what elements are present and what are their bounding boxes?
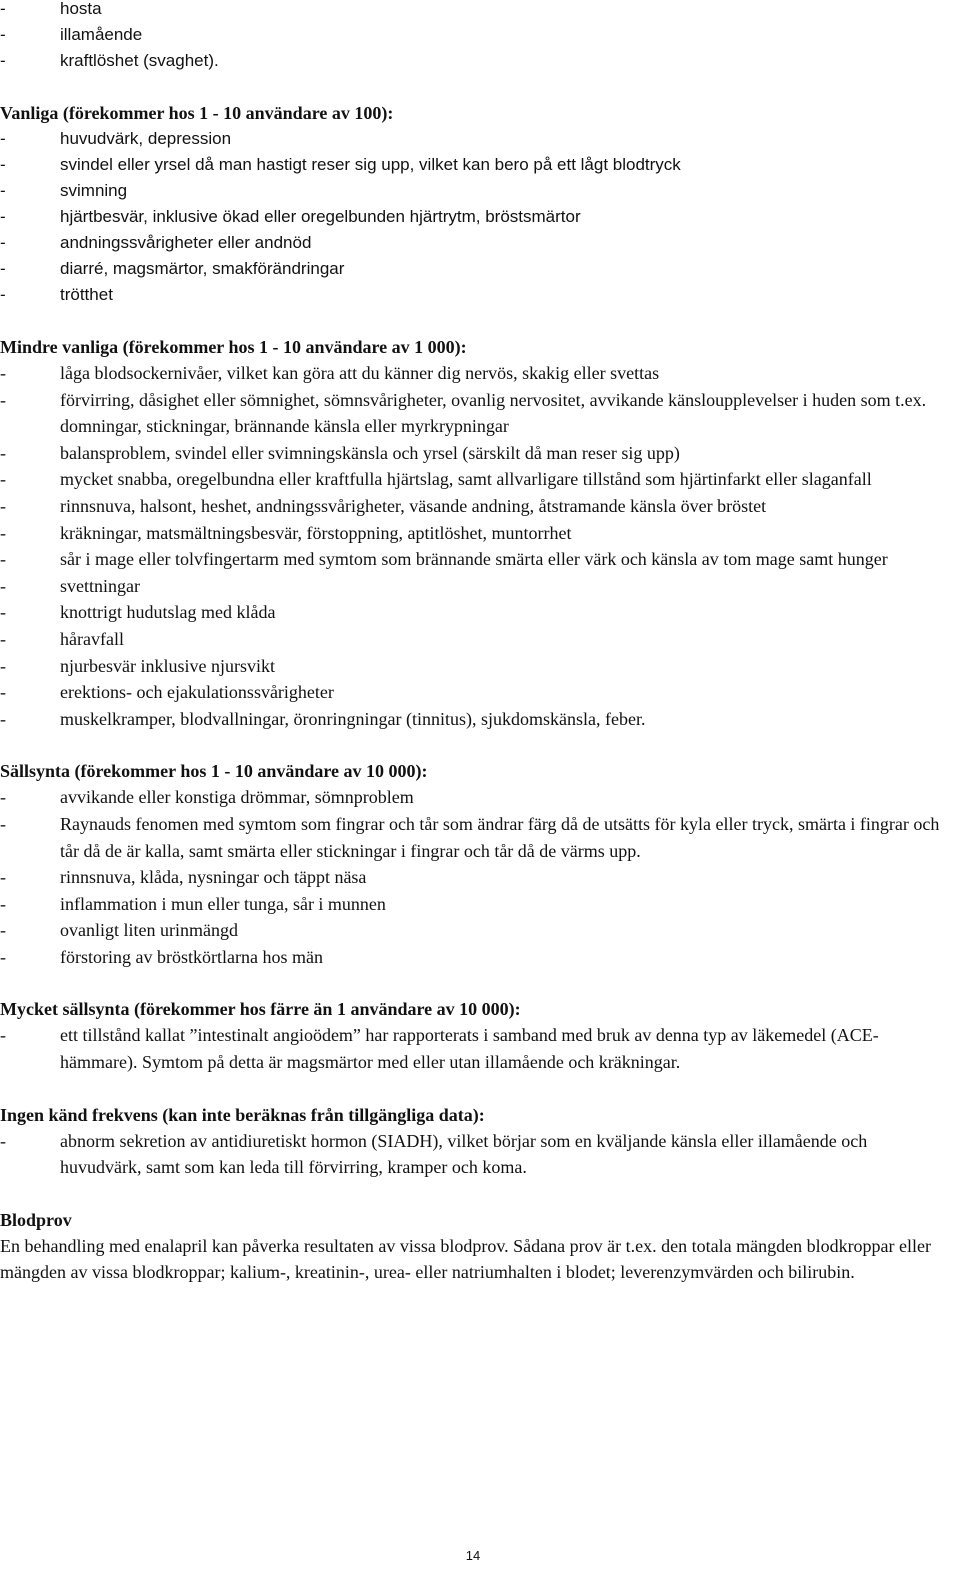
list-item: - huvudvärk, depression [0,126,946,152]
list-item: - diarré, magsmärtor, smakförändringar [0,256,946,282]
list-item: - förstoring av bröstkörtlarna hos män [0,944,946,971]
list-item: - svettningar [0,573,946,600]
list-item: - hjärtbesvär, inklusive ökad eller oregelbunden hjärtrytm, bröstsmärtor [0,204,946,230]
list-item: - knottrigt hudutslag med klåda [0,599,946,626]
section-common [0,100,946,308]
list-item: - svindel eller yrsel då man hastigt reser sig upp, vilket kan bero på ett lågt blodtryck [0,152,946,178]
list-item: - rinnsnuva, halsont, heshet, andningssvårigheter, väsande andning, åtstramande känsla över bröstet [0,493,946,520]
page-number: 14 [465,1548,481,1563]
list-item: - kräkningar, matsmältningsbesvär, förstoppning, aptitlöshet, muntorrhet [0,520,946,547]
list-item: - muskelkramper, blodvallningar, öronringningar (tinnitus), sjukdomskänsla, feber. [0,706,946,733]
section-unknown-frequency [0,1102,946,1181]
list-item: - rinnsnuva, klåda, nysningar och täppt näsa [0,864,946,891]
list-item: - kraftlöshet (svaghet). [0,48,946,74]
list-item: - trötthet [0,282,946,308]
intro-symptom-list [0,0,946,74]
unknown-symptom-list [0,1128,946,1181]
list-item: - inflammation i mun eller tunga, sår i munnen [0,891,946,918]
list-item: - förvirring, dåsighet eller sömnighet, sömnsvårigheter, ovanlig nervositet, avvikande känsloupplevelser i huden som t.ex. domningar, stickningar, brännande känsla eller myrkrypningar [0,387,946,440]
list-item: - abnorm sekretion av antidiuretiskt hormon (SIADH), vilket börjar som en kväljande känsla eller illamående och huvudvärk, samt som kan leda till förvirring, kramper och koma. [0,1128,946,1181]
list-item: - balansproblem, svindel eller svimningskänsla och yrsel (särskilt då man reser sig upp) [0,440,946,467]
list-item: - mycket snabba, oregelbundna eller kraftfulla hjärtslag, samt allvarligare tillstånd som hjärtinfarkt eller slaganfall [0,466,946,493]
list-item: - håravfall [0,626,946,653]
list-item: - svimning [0,178,946,204]
list-item: - ett tillstånd kallat ”intestinalt angioödem” har rapporterats i samband med bruk av denna typ av läkemedel (ACE-hämmare). Symtom på detta är magsmärtor med eller utan illamående och kräkningar. [0,1022,946,1075]
section-heading: Vanliga (förekommer hos 1 - 10 användare av 100): [0,103,394,123]
section-rare [0,758,946,970]
list-item: - illamående [0,22,946,48]
list-item: - andningssvårigheter eller andnöd [0,230,946,256]
list-item: - låga blodsockernivåer, vilket kan göra att du känner dig nervös, skakig eller svettas [0,360,946,387]
list-item: - Raynauds fenomen med symtom som fingrar och tår som ändrar färg då de utsätts för kyla eller tryck, smärta i fingrar och tår då de är kalla, samt smärta eller stickningar i fingrar och tår då de värms upp. [0,811,946,864]
section-heading: Sällsynta (förekommer hos 1 - 10 användare av 10 000): [0,761,428,782]
section-heading: Mycket sällsynta (förekommer hos färre än 1 användare av 10 000): [0,999,521,1020]
list-item: - erektions- och ejakulationssvårigheter [0,679,946,706]
very-rare-symptom-list [0,1022,946,1075]
section-blood-tests [0,1207,946,1286]
section-heading: Mindre vanliga (förekommer hos 1 - 10 användare av 1 000): [0,337,467,357]
section-uncommon [0,334,946,732]
uncommon-symptom-list [0,360,946,732]
common-symptom-list [0,126,946,308]
blood-tests-paragraph: En behandling med enalapril kan påverka resultaten av vissa blodprov. Sådana prov är t.ex. den totala mängden blodkroppar eller mängden av vissa blodkroppar; kalium-, kreatinin-, urea- eller natriumhalten i blodet; leverenzymvärden och bilirubin. [0,1235,932,1283]
list-item: - hosta [0,0,946,22]
list-item: - sår i mage eller tolvfingertarm med symtom som brännande smärta eller värk och känsla av tom mage samt hunger [0,546,946,573]
section-very-rare [0,996,946,1075]
section-heading: Blodprov [0,1209,72,1230]
rare-symptom-list [0,784,946,970]
list-item: - ovanligt liten urinmängd [0,917,946,944]
list-item: - njurbesvär inklusive njursvikt [0,653,946,680]
list-item: - avvikande eller konstiga drömmar, sömnproblem [0,784,946,811]
section-heading: Ingen känd frekvens (kan inte beräknas från tillgängliga data): [0,1104,485,1125]
